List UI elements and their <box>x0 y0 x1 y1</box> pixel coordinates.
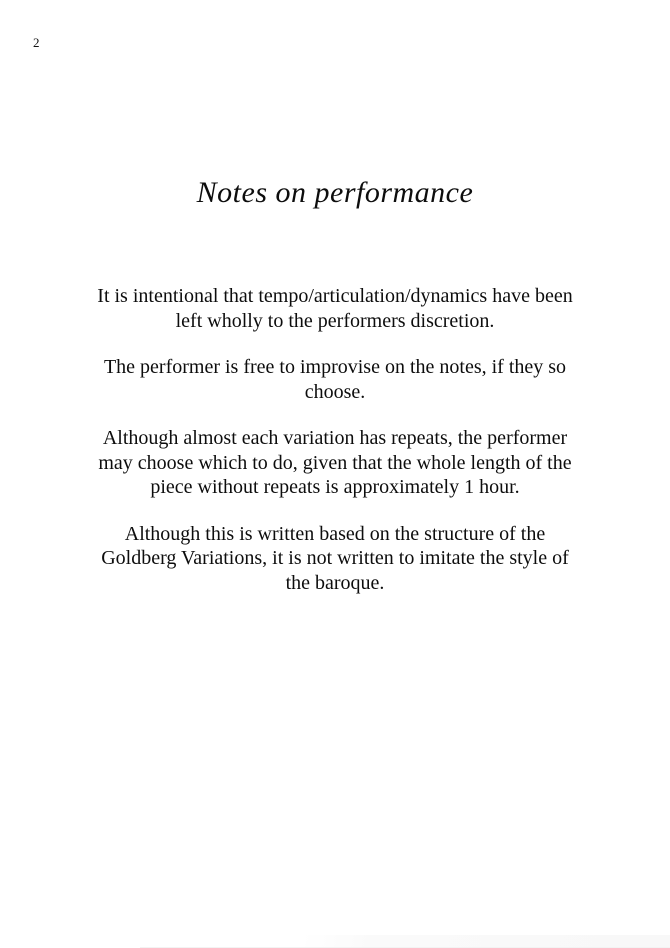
text-line: Although almost each variation has repeats, the performer <box>102 427 568 449</box>
text-line: Although this is written based on the structure of the <box>124 522 546 545</box>
text-line: Goldberg Variations, it is not written to imitate the style of <box>101 547 569 569</box>
text-line: choose. <box>304 380 366 403</box>
text-line: The performer is free to improvise on the notes, if they so <box>103 356 567 378</box>
notes-body <box>55 284 615 595</box>
paragraph-repeats <box>55 426 615 500</box>
text-line: It is intentional that tempo/articulation/dynamics have been <box>97 285 573 307</box>
text-line: the baroque. <box>285 571 385 594</box>
paragraph-intentional <box>55 284 615 333</box>
text-line: piece without repeats is approximately 1 hour. <box>150 476 520 498</box>
text-line: left wholly to the performers discretion. <box>175 309 495 332</box>
paragraph-improvise <box>55 355 615 404</box>
paragraph-style <box>55 522 615 596</box>
text-line: may choose which to do, given that the whole length of the <box>98 451 572 474</box>
page-title: Notes on performance <box>196 176 474 209</box>
page-edge-shadow <box>140 935 670 948</box>
page-number: 2 <box>33 35 40 50</box>
